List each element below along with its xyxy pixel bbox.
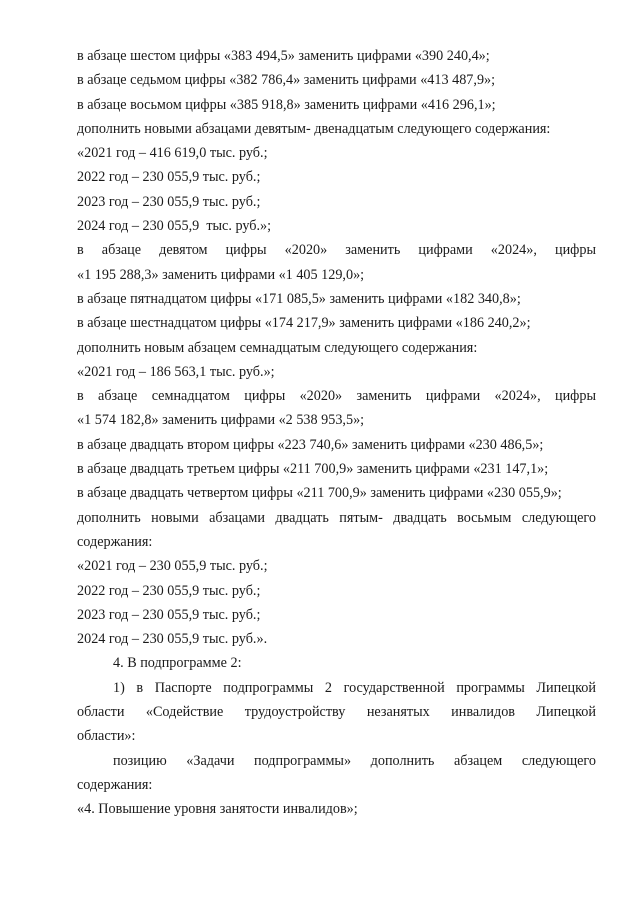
text-line: в абзаце шестом цифры «383 494,5» заменить цифрами «390 240,4»;	[77, 48, 490, 64]
text-line: области»:	[77, 728, 136, 745]
text-line: дополнить новыми абзацами двадцать пятым- двадцать восьмым следующего	[77, 509, 596, 526]
text-line: «2021 год – 186 563,1 тыс. руб.»;	[77, 363, 275, 380]
text-line: дополнить новыми абзацами девятым- двенадцатым следующего содержания:	[77, 120, 551, 137]
text-line: 2024 год – 230 055,9 тыс. руб.»;	[77, 218, 272, 235]
text-line: дополнить новым абзацем семнадцатым следующего содержания:	[77, 339, 478, 356]
text-line: 1) в Паспорте подпрограммы 2 государственной программы Липецкой	[113, 679, 596, 696]
text-line: 2023 год – 230 055,9 тыс. руб.;	[77, 193, 261, 210]
text-line: «2021 год – 230 055,9 тыс. руб.;	[77, 558, 268, 575]
text-line: в абзаце восьмом цифры «385 918,8» заменить цифрами «416 296,1»;	[77, 96, 496, 113]
text-line: 2022 год – 230 055,9 тыс. руб.;	[77, 169, 261, 186]
text-line: 2023 год – 230 055,9 тыс. руб.;	[77, 606, 261, 623]
text-line: содержания:	[77, 533, 153, 550]
text-line: в абзаце шестнадцатом цифры «174 217,9» заменить цифрами «186 240,2»;	[77, 315, 531, 332]
text-line: в абзаце двадцать четвертом цифры «211 700,9» заменить цифрами «230 055,9»;	[77, 485, 562, 502]
text-line: в абзаце двадцать третьем цифры «211 700,9» заменить цифрами «231 147,1»;	[77, 461, 549, 478]
text-line: в абзаце пятнадцатом цифры «171 085,5» заменить цифрами «182 340,8»;	[77, 290, 521, 307]
document-text	[77, 44, 596, 822]
text-line: «2021 год – 416 619,0 тыс. руб.;	[77, 145, 268, 162]
text-line: позицию «Задачи подпрограммы» дополнить абзацем следующего	[113, 752, 596, 769]
text-line: 4. В подпрограмме 2:	[113, 655, 242, 672]
text-line: в абзаце двадцать втором цифры «223 740,6» заменить цифрами «230 486,5»;	[77, 436, 544, 453]
text-line: содержания:	[77, 776, 153, 793]
text-line: в абзаце седьмом цифры «382 786,4» заменить цифрами «413 487,9»;	[77, 72, 496, 89]
text-line: 2022 год – 230 055,9 тыс. руб.;	[77, 582, 261, 599]
text-line: «1 574 182,8» заменить цифрами «2 538 953,5»;	[77, 412, 365, 429]
text-line: «4. Повышение уровня занятости инвалидов»;	[77, 801, 358, 818]
text-line: в абзаце семнадцатом цифры «2020» заменить цифрами «2024», цифры	[77, 388, 596, 405]
text-line: в абзаце девятом цифры «2020» заменить цифрами «2024», цифры	[77, 242, 596, 259]
text-line: области «Содействие трудоустройству незанятых инвалидов Липецкой	[77, 704, 596, 721]
text-line: «1 195 288,3» заменить цифрами «1 405 129,0»;	[77, 266, 365, 283]
text-line: 2024 год – 230 055,9 тыс. руб.».	[77, 631, 268, 648]
